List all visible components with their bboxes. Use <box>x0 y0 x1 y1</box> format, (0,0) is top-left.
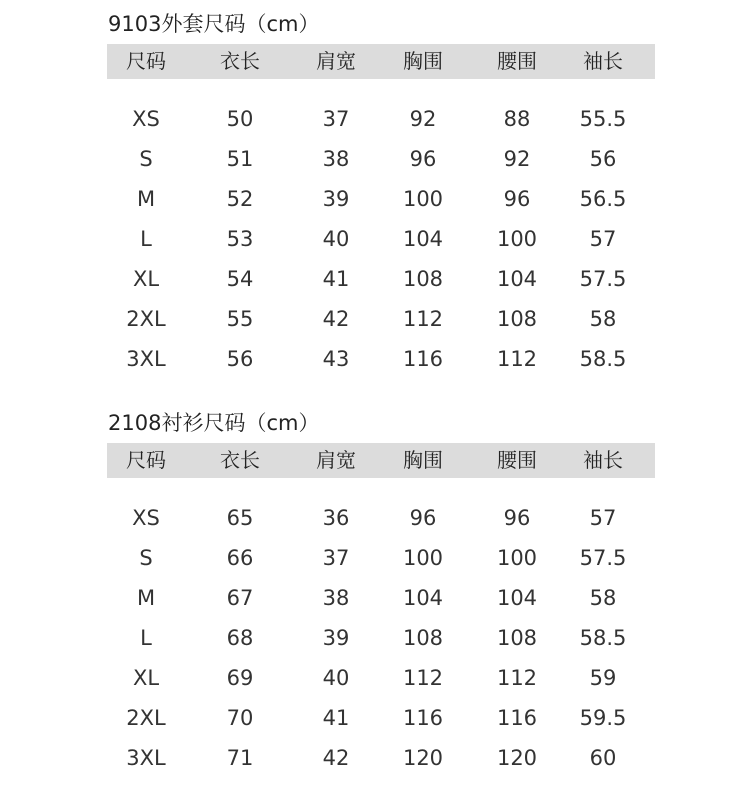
size-cell: 2XL <box>126 706 166 730</box>
length-cell: 52 <box>226 187 254 211</box>
table-row <box>0 299 750 339</box>
length-cell: 53 <box>226 227 254 251</box>
chest-cell: 104 <box>402 586 444 610</box>
length-cell: 54 <box>226 267 254 291</box>
chest-cell: 116 <box>402 706 444 730</box>
chest-cell: 100 <box>402 546 444 570</box>
waist-cell: 104 <box>496 586 538 610</box>
header-size: 尺码 <box>126 448 166 472</box>
jacket-table-body <box>0 99 750 379</box>
size-cell: XL <box>132 666 160 690</box>
chest-cell: 112 <box>402 666 444 690</box>
header-waist: 腰围 <box>497 448 537 472</box>
sleeve-cell: 58.5 <box>579 626 627 650</box>
size-cell: 3XL <box>126 746 166 770</box>
jacket-table-header <box>107 44 655 79</box>
sleeve-cell: 57 <box>589 227 617 251</box>
table-row <box>0 738 750 778</box>
header-length: 衣长 <box>220 448 260 472</box>
waist-cell: 116 <box>496 706 538 730</box>
header-sleeve: 袖长 <box>583 49 623 73</box>
sleeve-cell: 58.5 <box>579 347 627 371</box>
chest-cell: 100 <box>402 187 444 211</box>
shirt-table-body <box>0 498 750 778</box>
size-cell: S <box>139 147 153 171</box>
jacket-size-chart-title: 9103外套尺码（cm） <box>108 12 320 36</box>
size-cell: S <box>139 546 153 570</box>
chest-cell: 92 <box>409 107 437 131</box>
waist-cell: 112 <box>496 666 538 690</box>
shoulder-cell: 37 <box>322 546 350 570</box>
shoulder-cell: 40 <box>322 666 350 690</box>
chest-cell: 108 <box>402 267 444 291</box>
header-shoulder: 肩宽 <box>316 448 356 472</box>
size-cell: XL <box>132 267 160 291</box>
shoulder-cell: 39 <box>322 187 350 211</box>
header-size: 尺码 <box>126 49 166 73</box>
length-cell: 69 <box>226 666 254 690</box>
waist-cell: 112 <box>496 347 538 371</box>
chest-cell: 104 <box>402 227 444 251</box>
chest-cell: 96 <box>409 147 437 171</box>
header-chest: 胸围 <box>403 49 443 73</box>
header-waist: 腰围 <box>497 49 537 73</box>
sleeve-cell: 59 <box>589 666 617 690</box>
table-row <box>0 219 750 259</box>
shoulder-cell: 38 <box>322 586 350 610</box>
size-cell: XS <box>132 506 160 530</box>
length-cell: 67 <box>226 586 254 610</box>
shoulder-cell: 40 <box>322 227 350 251</box>
table-row <box>0 139 750 179</box>
chest-cell: 120 <box>402 746 444 770</box>
shirt-size-chart-title: 2108衬衫尺码（cm） <box>108 411 320 435</box>
header-shoulder: 肩宽 <box>316 49 356 73</box>
waist-cell: 92 <box>503 147 531 171</box>
table-row <box>0 99 750 139</box>
size-cell: XS <box>132 107 160 131</box>
sleeve-cell: 58 <box>589 307 617 331</box>
length-cell: 71 <box>226 746 254 770</box>
length-cell: 56 <box>226 347 254 371</box>
table-row <box>0 259 750 299</box>
shoulder-cell: 37 <box>322 107 350 131</box>
sleeve-cell: 59.5 <box>579 706 627 730</box>
length-cell: 51 <box>226 147 254 171</box>
header-chest: 胸围 <box>403 448 443 472</box>
sleeve-cell: 57 <box>589 506 617 530</box>
chest-cell: 108 <box>402 626 444 650</box>
waist-cell: 100 <box>496 546 538 570</box>
waist-cell: 104 <box>496 267 538 291</box>
size-cell: M <box>136 187 156 211</box>
length-cell: 55 <box>226 307 254 331</box>
shoulder-cell: 38 <box>322 147 350 171</box>
size-cell: 2XL <box>126 307 166 331</box>
chest-cell: 96 <box>409 506 437 530</box>
length-cell: 68 <box>226 626 254 650</box>
waist-cell: 96 <box>503 506 531 530</box>
sleeve-cell: 60 <box>589 746 617 770</box>
sleeve-cell: 55.5 <box>579 107 627 131</box>
size-cell: 3XL <box>126 347 166 371</box>
length-cell: 66 <box>226 546 254 570</box>
table-row <box>0 698 750 738</box>
chest-cell: 116 <box>402 347 444 371</box>
table-row <box>0 538 750 578</box>
header-length: 衣长 <box>220 49 260 73</box>
sleeve-cell: 57.5 <box>579 267 627 291</box>
size-cell: L <box>140 626 152 650</box>
waist-cell: 88 <box>503 107 531 131</box>
shoulder-cell: 42 <box>322 746 350 770</box>
table-row <box>0 179 750 219</box>
shoulder-cell: 43 <box>322 347 350 371</box>
waist-cell: 120 <box>496 746 538 770</box>
shoulder-cell: 41 <box>322 706 350 730</box>
sleeve-cell: 57.5 <box>579 546 627 570</box>
length-cell: 70 <box>226 706 254 730</box>
table-row <box>0 339 750 379</box>
waist-cell: 108 <box>496 307 538 331</box>
chest-cell: 112 <box>402 307 444 331</box>
sleeve-cell: 58 <box>589 586 617 610</box>
waist-cell: 96 <box>503 187 531 211</box>
shoulder-cell: 41 <box>322 267 350 291</box>
waist-cell: 100 <box>496 227 538 251</box>
header-sleeve: 袖长 <box>583 448 623 472</box>
table-row <box>0 578 750 618</box>
sleeve-cell: 56 <box>589 147 617 171</box>
size-cell: L <box>140 227 152 251</box>
shoulder-cell: 36 <box>322 506 350 530</box>
table-row <box>0 498 750 538</box>
table-row <box>0 618 750 658</box>
table-row <box>0 658 750 698</box>
shoulder-cell: 39 <box>322 626 350 650</box>
shirt-table-header <box>107 443 655 478</box>
length-cell: 50 <box>226 107 254 131</box>
size-cell: M <box>136 586 156 610</box>
waist-cell: 108 <box>496 626 538 650</box>
length-cell: 65 <box>226 506 254 530</box>
shoulder-cell: 42 <box>322 307 350 331</box>
sleeve-cell: 56.5 <box>579 187 627 211</box>
